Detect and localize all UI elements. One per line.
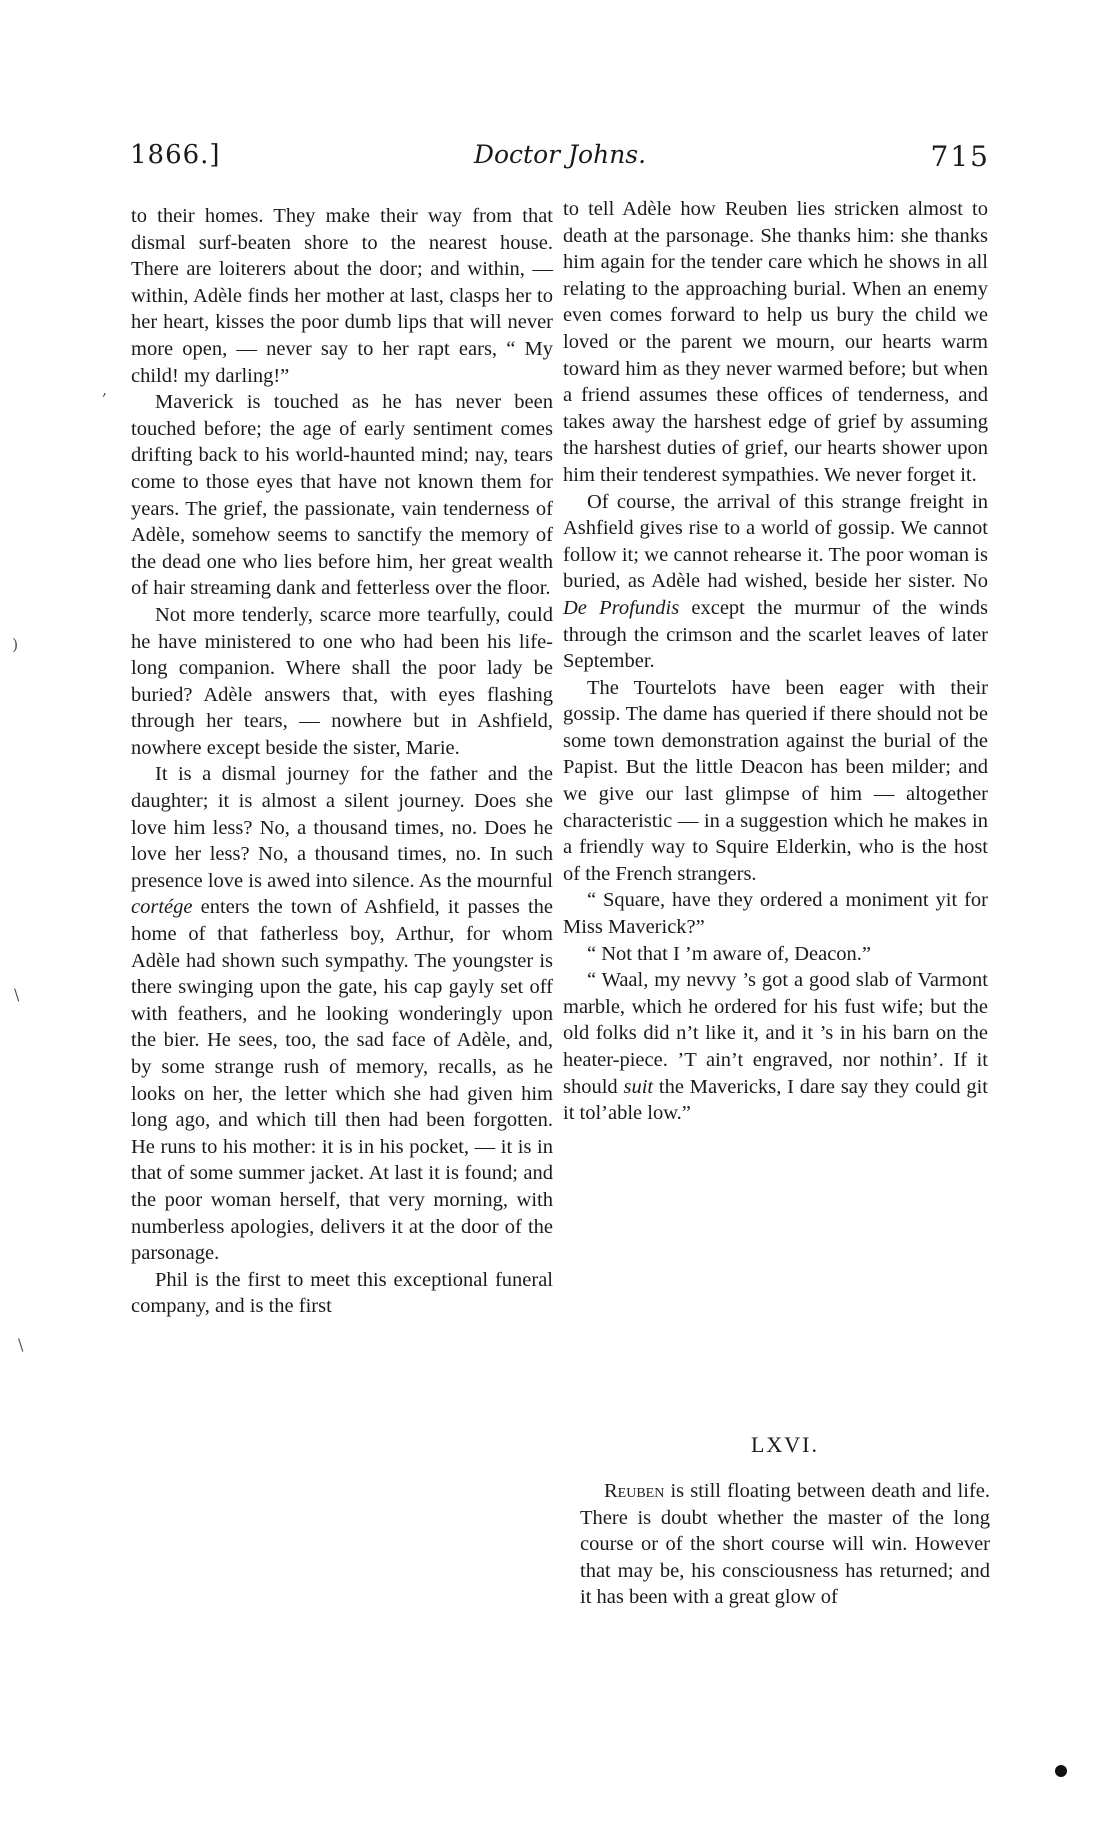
- left-paragraph-4: [131, 761, 553, 1266]
- right-column-tail: [580, 1478, 990, 1611]
- right-paragraph-7-smallcaps: Reuben: [604, 1480, 665, 1502]
- right-paragraph-2: [563, 489, 988, 675]
- right-paragraph-6-part-b: the Mavericks, I dare say they could git it tol’able low.”: [563, 1075, 988, 1125]
- ink-blot: [1055, 1765, 1067, 1777]
- right-paragraph-6-italic: suit: [623, 1075, 654, 1098]
- left-paragraph-4-italic: cortége: [131, 896, 193, 919]
- margin-mark-3: \: [18, 1335, 24, 1354]
- running-head: [130, 140, 990, 180]
- margin-mark-2: \: [14, 985, 20, 1004]
- left-paragraph-4-part-a: It is a dismal journey for the father and the daughter; it is almost a silent journey. Does she love him less? No, a thousand times, no. Does he love her less? No, a thousand times, no. In such presence love is awed into silence. As the mournful: [131, 763, 553, 892]
- margin-mark-4: ,: [102, 380, 108, 399]
- right-paragraph-3: The Tourtelots have been eager with their gossip. The dame has queried if there should not be some town demonstration against the burial of the Papist. But the little Deacon has been milder; and we give our last glimpse of him — altogether characteristic — in a suggestion which he makes in a friendly way to Squire Elderkin, who is the host of the French strangers.: [563, 676, 988, 885]
- right-paragraph-5: “ Not that I ’m aware of, Deacon.”: [587, 942, 872, 965]
- right-paragraph-2-part-b: except the murmur of the winds through the crimson and the scarlet leaves of later September.: [563, 596, 988, 673]
- page-number: 715: [930, 140, 990, 173]
- chapter-heading: LXVI.: [750, 1432, 820, 1457]
- left-paragraph-1: to their homes. They make their way from that dismal surf-beaten shore to the nearest house. There are loiterers about the door; and within, — within, Adèle finds her mother at last, clasps her to her heart, kisses the poor dumb lips that will never more open, — never say to her rapt ears, “ My child! my darling!”: [131, 205, 553, 387]
- left-paragraph-5: Phil is the first to meet this exceptional funeral company, and is the first: [131, 1268, 553, 1318]
- right-paragraph-1: to tell Adèle how Reuben lies stricken almost to death at the parsonage. She thanks him: she thanks him again for the tender care which he shows in all relating to the approaching burial. When an enemy even comes forward to help us bury the child we loved or the parent we mourn, our hearts warm toward him as they never warmed before; but when a friend assumes these offices of tenderness, and takes away the harshest edge of grief by assuming the harshest duties of grief, our hearts shower upon him their tenderest sympathies. We never forget it.: [563, 198, 988, 486]
- right-paragraph-7: [580, 1478, 990, 1611]
- left-paragraph-3: Not more tenderly, scarce more tearfully, could he have ministered to one who had been his life-long companion. Where shall the poor lady be buried? Adèle answers that, with eyes flashing through her tears, — nowhere but in Ashfield, nowhere except beside the sister, Marie.: [131, 603, 553, 759]
- running-head-year: 1866.]: [130, 140, 221, 170]
- left-column: [131, 203, 553, 1320]
- right-paragraph-2-italic: De Profundis: [563, 596, 680, 619]
- left-paragraph-2: Maverick is touched as he has never been touched before; the age of early sentiment comes drifting back to his world-haunted mind; nay, tears come to those eyes that have not known them for years. The grief, the passionate, vain tenderness of Adèle, somehow seems to sanctify the memory of the dead one who lies before him, her great wealth of hair streaming dank and fetterless over the floor.: [131, 391, 553, 600]
- margin-mark-1: ): [12, 635, 19, 654]
- right-paragraph-6: [563, 967, 988, 1127]
- right-column: [563, 196, 988, 1127]
- left-paragraph-4-part-b: enters the town of Ashfield, it passes the home of that fatherless boy, Arthur, for whom Adèle had shown such sympathy. The youngster is there swinging upon the gate, his cap gayly set off with feathers, and he looking wonderingly upon the bier. He sees, too, the sad face of Adèle, and, by some strange rush of memory, recalls, as he looks on her, the letter which she had given him long ago, and which till then had been forgotten. He runs to his mother: it is in his pocket, — it is in that of some summer jacket. At last it is found; and the poor woman herself, that very morning, with numberless apologies, delivers it at the door of the parsonage.: [131, 896, 553, 1265]
- right-paragraph-7-text: is still floating between death and life. There is doubt whether the master of the long course or of the short course will win. However that may be, his consciousness has returned; and it has been with a great glow of: [580, 1480, 990, 1609]
- right-paragraph-2-part-a: Of course, the arrival of this strange freight in Ashfield gives rise to a world of gossip. We cannot follow it; we cannot rehearse it. The poor woman is buried, as Adèle had wished, beside her sister. No: [563, 490, 988, 593]
- right-paragraph-4: “ Square, have they ordered a moniment yit for Miss Maverick?”: [563, 889, 988, 939]
- right-paragraph-6-part-a: “ Waal, my nevvy ’s got a good slab of Varmont marble, which he ordered for his fust wife; but the old folks did n’t like it, and it ’s in his barn on the heater-piece. ’T ain’t engraved, nor nothin’. If it should: [563, 969, 988, 1098]
- running-head-title: Doctor Johns.: [473, 140, 647, 169]
